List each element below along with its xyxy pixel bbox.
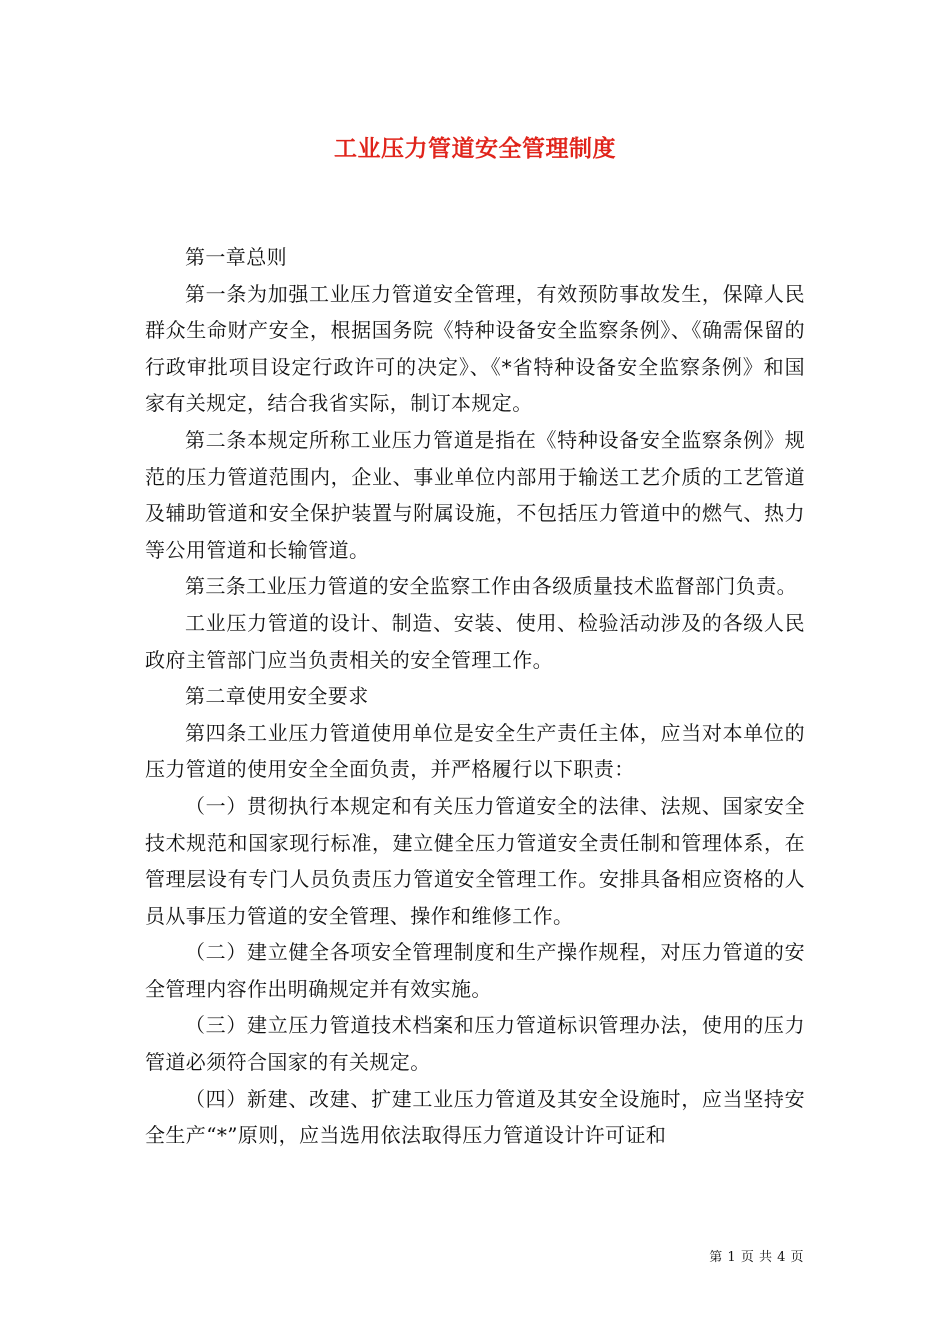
paragraph: 第四条工业压力管道使用单位是安全生产责任主体，应当对本单位的压力管道的使用安全全面负责，并严格履行以下职责： xyxy=(145,720,805,782)
paragraph: 第二条本规定所称工业压力管道是指在《特种设备安全监察条例》规范的压力管道范围内，企业、事业单位内部用于输送工艺介质的工艺管道及辅助管道和安全保护装置与附属设施，不包括压力管道中的燃气、热力等公用管道和长输管道。 xyxy=(145,427,805,562)
document-title: 工业压力管道安全管理制度 xyxy=(334,135,616,162)
paragraph: 工业压力管道的设计、制造、安装、使用、检验活动涉及的各级人民政府主管部门应当负责相关的安全管理工作。 xyxy=(145,610,805,672)
document-body xyxy=(145,239,805,1154)
chapter-heading: 第二章使用安全要求 xyxy=(185,684,369,709)
paragraph: 第三条工业压力管道的安全监察工作由各级质量技术监督部门负责。 xyxy=(185,574,797,599)
paragraph: （一）贯彻执行本规定和有关压力管道安全的法律、法规、国家安全技术规范和国家现行标准，建立健全压力管道安全责任制和管理体系，在管理层设有专门人员负责压力管道安全管理工作。安排具备相应资格的人员从事压力管道的安全管理、操作和维修工作。 xyxy=(145,793,805,928)
paragraph: （二）建立健全各项安全管理制度和生产操作规程，对压力管道的安全管理内容作出明确规定并有效实施。 xyxy=(145,940,805,1001)
chapter-heading: 第一章总则 xyxy=(185,245,287,269)
paragraph: 第一条为加强工业压力管道安全管理，有效预防事故发生，保障人民群众生命财产安全，根据国务院《特种设备安全监察条例》、《确需保留的行政审批项目设定行政许可的决定》、《*省特种设备安全监察条例》和国家有关规定，结合我省实际，制订本规定。 xyxy=(145,281,805,416)
paragraph: （四）新建、改建、扩建工业压力管道及其安全设施时，应当坚持安全生产“*”原则，应当选用依法取得压力管道设计许可证和 xyxy=(145,1086,805,1148)
page-number: 第 1 页 共 4 页 xyxy=(709,1250,804,1265)
paragraph: （三）建立压力管道技术档案和压力管道标识管理办法，使用的压力管道必须符合国家的有关规定。 xyxy=(145,1013,805,1075)
